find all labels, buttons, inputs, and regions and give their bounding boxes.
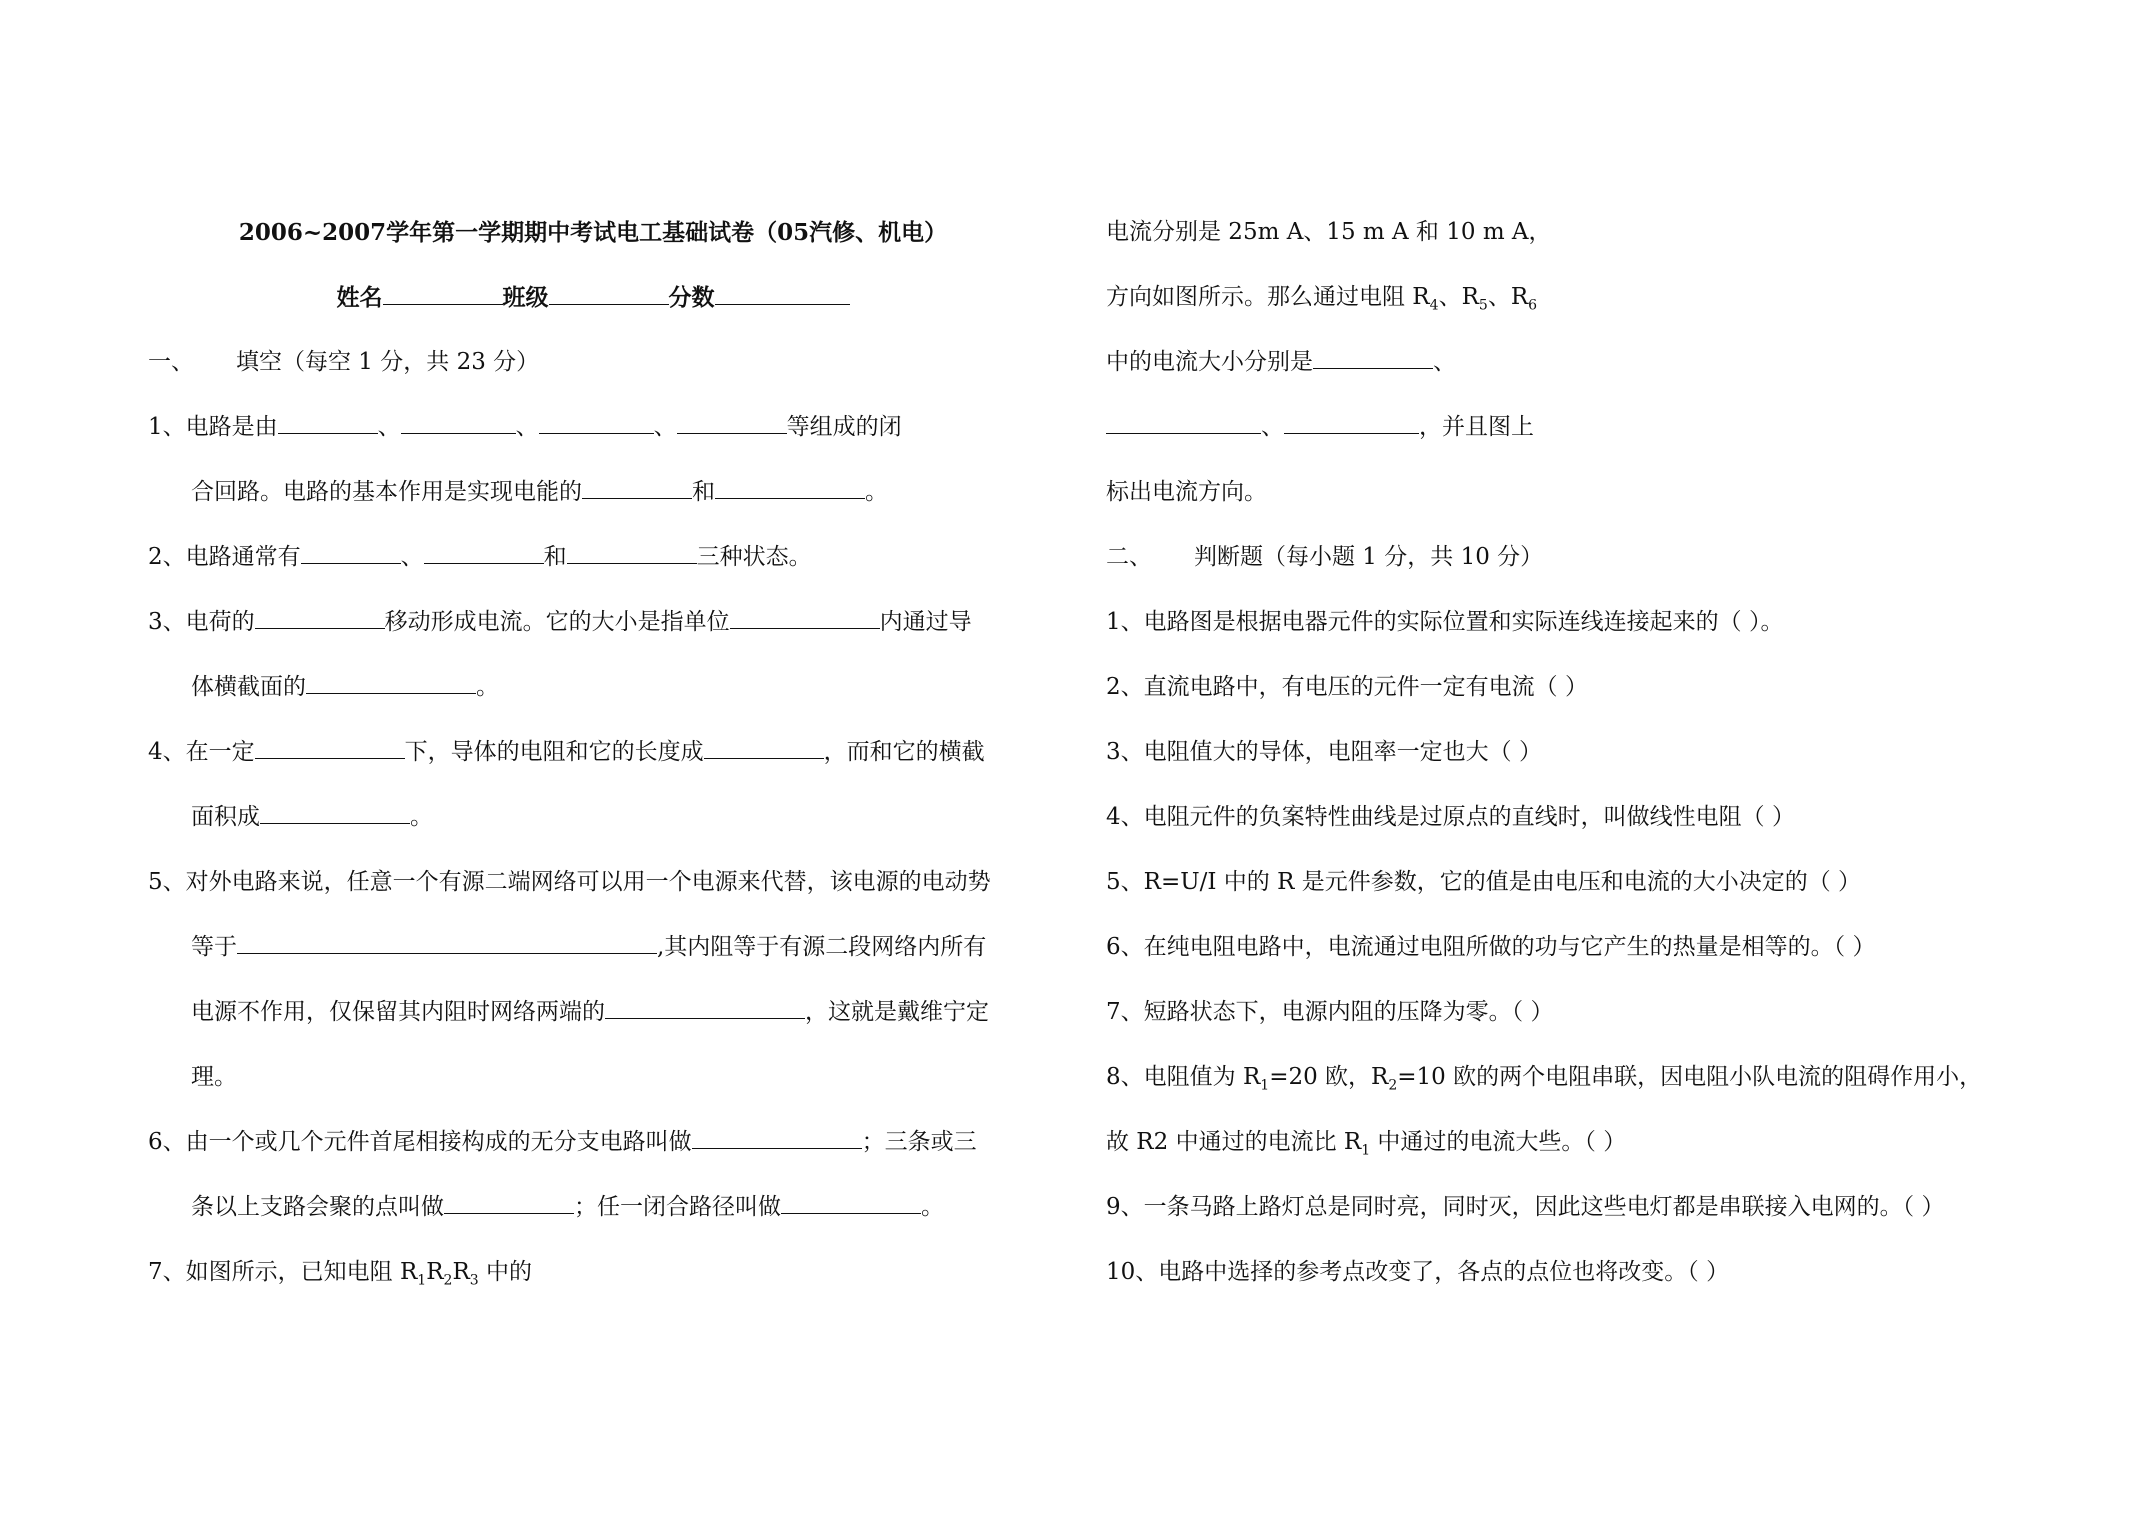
q1-blank5[interactable]	[582, 474, 692, 499]
q5-text4: 电源不作用，仅保留其内阻时网络两端的	[191, 999, 605, 1025]
q3-text2: 移动形成电流。它的大小是指单位	[384, 609, 730, 635]
section2-num: 二、	[1106, 544, 1152, 570]
q1-blank6[interactable]	[715, 474, 865, 499]
judge-8-text2: =20 欧，R	[1269, 1064, 1389, 1090]
judge-8-text3: =10 欧的两个电阻串联，因电阻小队电流的阻碍作用小，	[1397, 1064, 1983, 1090]
q4-blank1[interactable]	[255, 734, 405, 759]
q2-sep2: 和	[543, 544, 567, 570]
judge-8-line1	[1106, 1045, 2106, 1110]
q7-sub5: 5	[1478, 297, 1488, 314]
name-blank[interactable]	[383, 280, 503, 305]
q6-text2: ；三条或三	[861, 1129, 977, 1155]
q4-text2: 下，导体的电阻和它的长度成	[404, 739, 704, 765]
q7-line4	[1106, 330, 2106, 395]
q7-blank1[interactable]	[1313, 344, 1433, 369]
q7-sub1: 1	[417, 1272, 427, 1289]
judge-1: 1、电路图是根据电器元件的实际位置和实际连线连接起来的（ ）。	[1106, 609, 1784, 635]
judge-9: 9、一条马路上路灯总是同时亮，同时灭，因此这些电灯都是串联接入电网的。（ ）	[1106, 1194, 1945, 1220]
q1-sep2: 、	[515, 414, 539, 440]
judge-8-sub3: 1	[1361, 1142, 1371, 1159]
q5-line4: 理。	[191, 1064, 237, 1090]
q5-text2: 等于	[191, 934, 237, 960]
q7-text3: 方向如图所示。那么通过电阻 R	[1106, 284, 1430, 310]
q4-blank2[interactable]	[704, 734, 824, 759]
q4-end: 。	[410, 804, 433, 830]
name-label: 姓名	[336, 284, 383, 311]
q3-blank3[interactable]	[306, 669, 476, 694]
q4-text: 4、在一定	[148, 739, 255, 765]
q7-sub2: 2	[443, 1272, 453, 1289]
q1-text: 1、电路是由	[148, 414, 278, 440]
q4-text3: ，而和它的横截	[823, 739, 985, 765]
q6-end: 。	[921, 1194, 944, 1220]
q7-line5	[1106, 395, 2106, 460]
q7-text5: 、R	[1487, 284, 1529, 310]
class-blank[interactable]	[549, 280, 669, 305]
judge-8-sub1: 1	[1260, 1077, 1270, 1094]
q4-blank3[interactable]	[260, 799, 410, 824]
q7-r3: R	[452, 1259, 470, 1285]
q7-text6: 中的电流大小分别是	[1106, 349, 1313, 375]
section1-num: 一、	[148, 349, 194, 375]
q1-sep1: 、	[377, 414, 401, 440]
q2-blank1[interactable]	[301, 539, 401, 564]
q3-line2	[148, 655, 1068, 720]
q3-text3: 内通过导	[879, 609, 972, 635]
exam-title: 2006~2007学年第一学期期中考试电工基础试卷（05汽修、机电）	[238, 219, 948, 246]
q1-blank2[interactable]	[401, 409, 516, 434]
q7-sub6: 6	[1528, 297, 1538, 314]
section1-heading	[148, 330, 1068, 395]
q6-blank2[interactable]	[444, 1189, 574, 1214]
q7-text4: 、R	[1438, 284, 1479, 310]
q6-text4: ；任一闭合路径叫做	[574, 1194, 781, 1220]
q4-text4: 面积成	[191, 804, 260, 830]
section1-title: 填空（每空 1 分，共 23 分）	[236, 349, 540, 375]
q7-r2: R	[426, 1259, 444, 1285]
q5-line3	[148, 980, 1068, 1045]
q1-line2	[148, 460, 1068, 525]
q2-text2: 三种状态。	[696, 544, 812, 570]
q7-sub4: 4	[1429, 297, 1439, 314]
q3-line1	[148, 590, 1068, 655]
q3-text: 3、电荷的	[148, 609, 255, 635]
judge-10: 10、电路中选择的参考点改变了，各点的点位也将改变。（ ）	[1106, 1259, 1730, 1285]
q7-text2: 中的	[478, 1259, 532, 1285]
q1-blank3[interactable]	[539, 409, 654, 434]
judge-8-text4: 故 R2 中通过的电流比 R	[1106, 1129, 1362, 1155]
q7-line2: 电流分别是 25m A、15 m A 和 10 m A，	[1106, 219, 1552, 245]
q5-blank1[interactable]	[237, 929, 657, 954]
score-blank[interactable]	[715, 280, 850, 305]
judge-8-sub2: 2	[1388, 1077, 1398, 1094]
q5-line1: 5、对外电路来说，任意一个有源二端网络可以用一个电源来代替，该电源的电动势	[148, 869, 991, 895]
q7-sub3: 3	[469, 1272, 479, 1289]
judge-2: 2、直流电路中，有电压的元件一定有电流（ ）	[1106, 674, 1588, 700]
q1-blank1[interactable]	[278, 409, 378, 434]
judge-8-line2	[1106, 1110, 2106, 1175]
q7-sep1: 、	[1433, 349, 1456, 375]
q3-blank1[interactable]	[255, 604, 385, 629]
judge-8-text5: 中通过的电流大些。（ ）	[1370, 1129, 1627, 1155]
q6-text: 6、由一个或几个元件首尾相接构成的无分支电路叫做	[148, 1129, 692, 1155]
q7-line6: 标出电流方向。	[1106, 479, 1267, 505]
q3-end: 。	[476, 674, 499, 700]
score-label: 分数	[668, 284, 715, 311]
q1-text2: 等组成的闭	[786, 414, 902, 440]
q6-blank3[interactable]	[781, 1189, 921, 1214]
q4-line1	[148, 720, 1068, 785]
q1-line1	[148, 395, 1068, 460]
q2-blank2[interactable]	[424, 539, 544, 564]
student-info-row	[148, 265, 1038, 330]
q1-end: 。	[865, 479, 888, 505]
judge-8-text1: 8、电阻值为 R	[1106, 1064, 1261, 1090]
judge-3: 3、电阻值大的导体，电阻率一定也大（ ）	[1106, 739, 1542, 765]
q7-blank2[interactable]	[1106, 409, 1261, 434]
q6-blank1[interactable]	[692, 1124, 862, 1149]
q3-blank2[interactable]	[730, 604, 880, 629]
left-column	[148, 200, 1068, 1305]
q2-text: 2、电路通常有	[148, 544, 301, 570]
judge-4: 4、电阻元件的负案特性曲线是过原点的直线时，叫做线性电阻（ ）	[1106, 804, 1795, 830]
section2-heading	[1106, 525, 2106, 590]
q7-sep2: 、	[1261, 414, 1284, 440]
q7-line3	[1106, 265, 2106, 330]
q7-text7: ，并且图上	[1419, 414, 1534, 440]
q3-text4: 体横截面的	[191, 674, 306, 700]
q4-line2	[148, 785, 1068, 850]
q6-line1	[148, 1110, 1068, 1175]
q1-sep3: 、	[653, 414, 677, 440]
q7-blank3[interactable]	[1284, 409, 1419, 434]
q6-text3: 条以上支路会聚的点叫做	[191, 1194, 444, 1220]
q1-blank4[interactable]	[677, 409, 787, 434]
q5-blank2[interactable]	[605, 994, 805, 1019]
section2-title: 判断题（每小题 1 分，共 10 分）	[1194, 544, 1544, 570]
judge-7: 7、短路状态下，电源内阻的压降为零。（ ）	[1106, 999, 1554, 1025]
q2-sep1: 、	[400, 544, 424, 570]
class-label: 班级	[502, 284, 549, 311]
q5-line2	[148, 915, 1068, 980]
judge-6: 6、在纯电阻电路中，电流通过电阻所做的功与它产生的热量是相等的。（ ）	[1106, 934, 1876, 960]
q7-text: 7、如图所示，已知电阻 R	[148, 1259, 418, 1285]
judge-5: 5、R=U/I 中的 R 是元件参数，它的值是由电压和电流的大小决定的（ ）	[1106, 869, 1862, 895]
q7-line1	[148, 1240, 1068, 1305]
q1-sep4: 和	[692, 479, 715, 505]
q6-line2	[148, 1175, 1068, 1240]
q2-blank3[interactable]	[567, 539, 697, 564]
q1-text3: 合回路。电路的基本作用是实现电能的	[191, 479, 582, 505]
q5-text3: ,其内阻等于有源二段网络内所有	[657, 934, 987, 960]
right-column	[1106, 200, 2106, 1305]
q5-text5: ，这就是戴维宁定	[805, 999, 989, 1025]
q2-line1	[148, 525, 1068, 590]
